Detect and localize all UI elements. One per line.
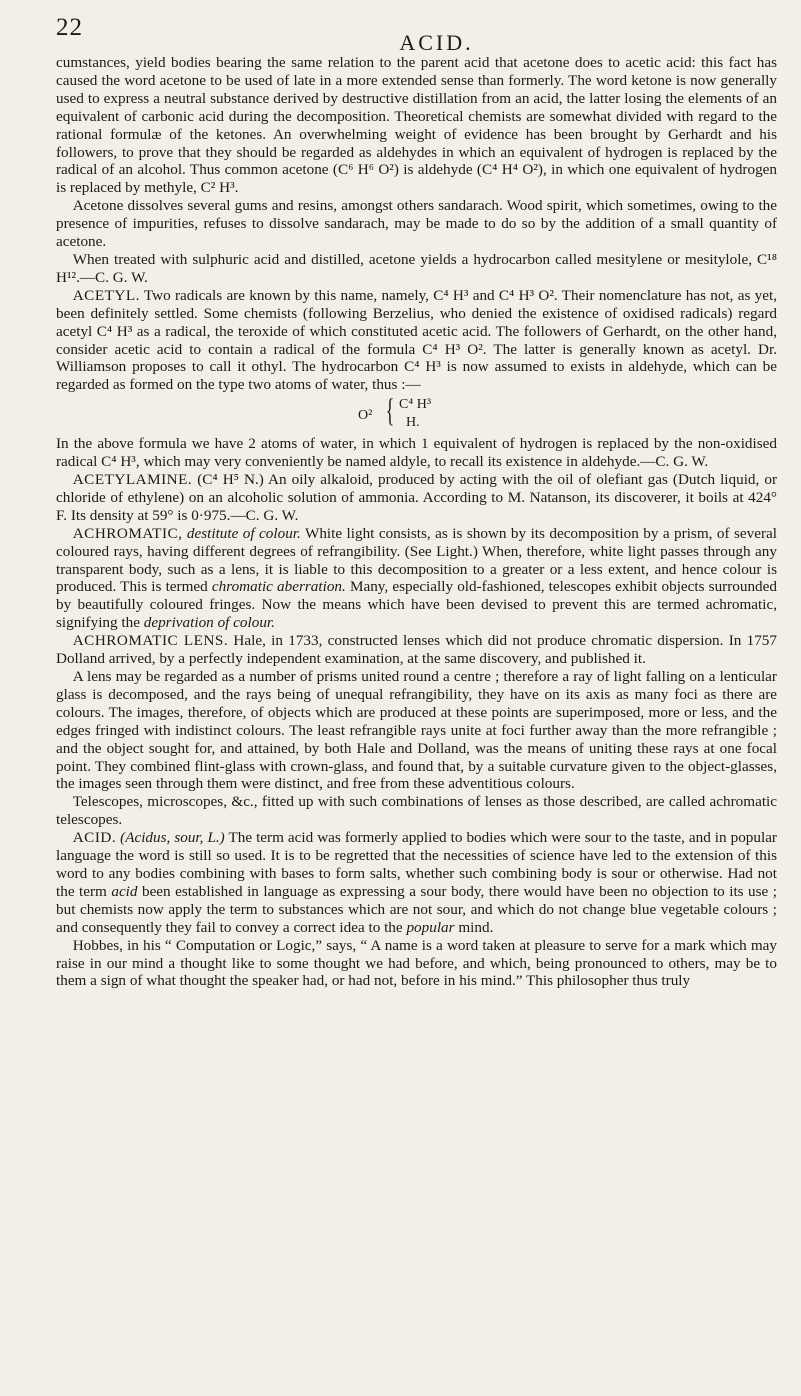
formula-o2: O² [358, 408, 373, 424]
paragraph-formula-explanation: In the above formula we have 2 atoms of water, in which 1 equivalent of hydrogen is replaced by the non-oxidised radical C⁴ H³, which may very conveniently be named aldyle, to recall its existence in aldehyde.—C. G. W. [56, 435, 777, 471]
headword-acetylamine: ACETYLAMINE. [72, 471, 193, 489]
page-header [56, 14, 777, 54]
headword-achromatic-lens: ACHROMATIC LENS. [72, 632, 229, 650]
term-popular: popular [406, 918, 455, 936]
water-type-formula [56, 393, 777, 432]
entry-acetylamine-text: (C⁴ H⁵ N.) An oily alkaloid, produced by acting with the oil of olefiant gas (Dutch liquid, or chloride of ethylene) on an alcoholic solution of ammonia. According to M. Natanson, its discoverer, it boils at 424° F. Its density at 59° is 0·975.—C. G. W. [56, 471, 777, 524]
page-number: 22 [56, 14, 83, 41]
headword-achromatic: ACHROMATIC, [72, 524, 183, 542]
term-acid: acid [111, 882, 138, 900]
entry-acid-text-2: been established in language as expressing a sour body, there would have been no objection to its use ; but chemists now apply the term to substances which are not sour, and which do not change blue vegetable colours ; and consequently they fail to convey a correct idea to the [56, 882, 777, 936]
entry-acetyl [56, 287, 777, 394]
entry-acid [56, 829, 777, 936]
term-chromatic-aberration: chromatic aberration. [211, 578, 346, 596]
entry-achromatic-lens [56, 632, 777, 668]
entry-achromatic-text-2: Many, especially old-fashioned, telescopes exhibit objects surrounded by beautifully coloured fringes. Now the means which have been devised to prevent this are termed achromatic, signifying the [56, 578, 777, 632]
paragraph-lens-prisms: A lens may be regarded as a number of prisms united round a centre ; therefore a ray of light falling on a lenticular glass is decomposed, and the rays being of unequal refrangibility, they have on its axis as many foci as there are colours. The images, therefore, of objects which are produced at these points are superimposed, more or less, and the edges fringed with indistinct colours. The least refrangible rays unite at foci further away than the more refrangible ; and the object sought for, and attained, by both Hale and Dolland, was the means of uniting these rays at one focal point. They combined flint-glass with crown-glass, and found that, by a suitable curvature given to the object-glasses, the images seen through them were distinct, and free from these adventitious colours. [56, 668, 777, 793]
entry-acetyl-text: Two radicals are known by this name, namely, C⁴ H³ and C⁴ H³ O². Their nomenclature has not, as yet, been definitely settled. Some chemists (following Berzelius, who denied the existence of oxidised radicals) regard acetyl C⁴ H³ as a radical, the teroxide of which constituted acetic acid. The followers of Gerhardt, on the other hand, consider acetic acid to contain a radical of the formula C⁴ H³ O². The latter is generally known as acetyl. Dr. Williamson proposes to call it othyl. The hydrocarbon C⁴ H³ is now assumed to exists in aldehyde, which can be regarded as formed on the type two atoms of water, thus :— [56, 286, 777, 394]
paragraph-hobbes: Hobbes, in his “ Computation or Logic,” says, “ A name is a word taken at pleasure to serve for a mark which may raise in our mind a thought like to some thought we had before, and which, being pronounced to others, may be to them a sign of what thought the speaker had, or had not, before in his mind.” This philosopher thus truly [56, 936, 777, 990]
definition-achromatic: destitute of colour. [182, 524, 301, 542]
entry-achromatic [56, 525, 777, 632]
running-head: ACID. [399, 30, 474, 55]
formula-brace: { [385, 393, 395, 430]
formula-line-2: H. [406, 415, 420, 431]
formula-line-1: C⁴ H³ [399, 397, 432, 413]
body-text [56, 54, 777, 990]
paragraph-acetone-sulphuric: When treated with sulphuric acid and distilled, acetone yields a hydrocarbon called mesitylene or mesitylole, C¹⁸ H¹².—C. G. W. [56, 250, 777, 286]
paragraph-telescopes: Telescopes, microscopes, &c., fitted up with such combinations of lenses as those described, are called achromatic telescopes. [56, 793, 777, 829]
headword-acetyl: ACETYL. [72, 286, 140, 304]
term-deprivation-of-colour: deprivation of colour. [143, 614, 275, 632]
headword-acid: ACID. [72, 829, 117, 847]
paragraph-acetone-dissolves: Acetone dissolves several gums and resins, amongst others sandarach. Wood spirit, which sometimes, owing to the presence of impurities, refuses to dissolve sandarach, may be made to do so by the addition of a small quantity of acetone. [56, 197, 777, 251]
etymology-acid: (Acidus, sour, L.) [116, 829, 225, 847]
entry-achromatic-text: White light consists, as is shown by its decomposition by a prism, of several coloured rays, having different degrees of refrangibility. (See Light.) When, therefore, white light passes through any transparent body, such as a lens, it is liable to this decomposition to a greater or a less extent, and hence colour is produced. This is termed [56, 524, 777, 596]
entry-acid-text: The term acid was formerly applied to bodies which were sour to the taste, and in popular language the word is still so used. It is to be regretted that the necessities of science have led to the extension of this word to any bodies combining with bases to form salts, whether such combining body is sour or otherwise. Had not the term [56, 829, 777, 900]
entry-achromatic-lens-text: Hale, in 1733, constructed lenses which did not produce chromatic dispersion. In 1757 Dolland arrived, by a perfectly independent examination, at the same discovery, and published it. [56, 632, 777, 668]
paragraph-acetone-cont: cumstances, yield bodies bearing the same relation to the parent acid that acetone does to acetic acid: this fact has caused the word acetone to be used of late in a more extended sense than formerly. The word ketone is now generally used to express a neutral substance derived by destructive distillation from an acid, the latter losing the elements of an equivalent of carbonic acid during the decomposition. Theoretical chemists are somewhat divided with regard to the rational formulæ of the ketones. An overwhelming weight of evidence has been brought by Gerhardt and his followers, to prove that they should be regarded as aldehydes in which an equivalent of hydrogen is replaced by the radical of an alcohol. Thus common acetone (C⁶ H⁶ O²) is aldehyde (C⁴ H⁴ O²), in which one equivalent of hydrogen is replaced by methyle, C² H³. [56, 54, 777, 197]
entry-acetylamine [56, 471, 777, 525]
entry-acid-text-3: mind. [454, 918, 494, 936]
